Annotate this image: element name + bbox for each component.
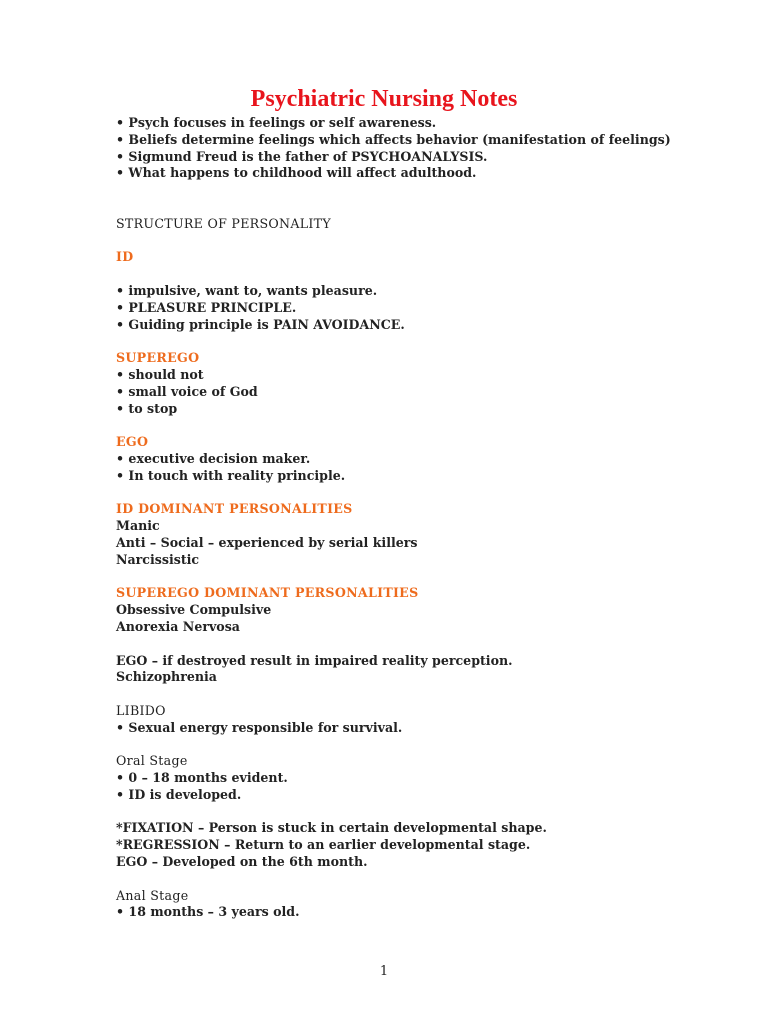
oral-stage-item: • ID is developed. xyxy=(116,786,242,802)
intro-line: • Sigmund Freud is the father of PSYCHOANALYSIS. xyxy=(116,148,488,164)
fixation-note: EGO – Developed on the 6th month. xyxy=(116,854,368,870)
superego-item: • small voice of God xyxy=(116,383,258,399)
id-dominant-item: Narcissistic xyxy=(116,551,200,567)
oral-stage-heading: Oral Stage xyxy=(116,753,188,769)
id-item: • PLEASURE PRINCIPLE. xyxy=(116,299,297,315)
ego-destroyed-line: Schizophrenia xyxy=(116,669,217,685)
structure-heading: STRUCTURE OF PERSONALITY xyxy=(116,215,331,231)
ego-item: • executive decision maker. xyxy=(116,450,311,466)
superego-dominant-heading: SUPEREGO DOMINANT PERSONALITIES xyxy=(116,585,419,601)
page-number: 1 xyxy=(379,964,389,979)
id-dominant-heading: ID DOMINANT PERSONALITIES xyxy=(116,501,353,517)
id-item: • Guiding principle is PAIN AVOIDANCE. xyxy=(116,316,405,332)
id-heading: ID xyxy=(116,249,134,265)
superego-dominant-item: Anorexia Nervosa xyxy=(116,618,240,634)
oral-stage-item: • 0 – 18 months evident. xyxy=(116,770,288,786)
id-dominant-item: Anti – Social – experienced by serial killers xyxy=(116,534,418,550)
fixation-note: *REGRESSION – Return to an earlier developmental stage. xyxy=(116,837,531,853)
ego-heading: EGO xyxy=(116,434,149,450)
anal-stage-item: • 18 months – 3 years old. xyxy=(116,904,300,920)
superego-dominant-item: Obsessive Compulsive xyxy=(116,602,272,618)
intro-line: • What happens to childhood will affect adulthood. xyxy=(116,165,477,181)
anal-stage-heading: Anal Stage xyxy=(116,887,189,903)
libido-item: • Sexual energy responsible for survival. xyxy=(116,719,403,735)
libido-heading: LIBIDO xyxy=(116,702,166,718)
fixation-note: *FIXATION – Person is stuck in certain developmental shape. xyxy=(116,820,547,836)
id-dominant-item: Manic xyxy=(116,518,160,534)
document-title: Psychiatric Nursing Notes xyxy=(250,86,518,112)
intro-line: • Beliefs determine feelings which affects behavior (manifestation of feelings) xyxy=(116,131,671,147)
id-item: • impulsive, want to, wants pleasure. xyxy=(116,282,378,298)
superego-item: • should not xyxy=(116,366,204,382)
intro-line: • Psych focuses in feelings or self awareness. xyxy=(116,115,437,130)
ego-item: • In touch with reality principle. xyxy=(116,467,346,483)
superego-heading: SUPEREGO xyxy=(116,350,200,366)
document-body xyxy=(116,115,736,921)
superego-item: • to stop xyxy=(116,400,178,416)
ego-destroyed-line: EGO – if destroyed result in impaired reality perception. xyxy=(116,652,513,668)
